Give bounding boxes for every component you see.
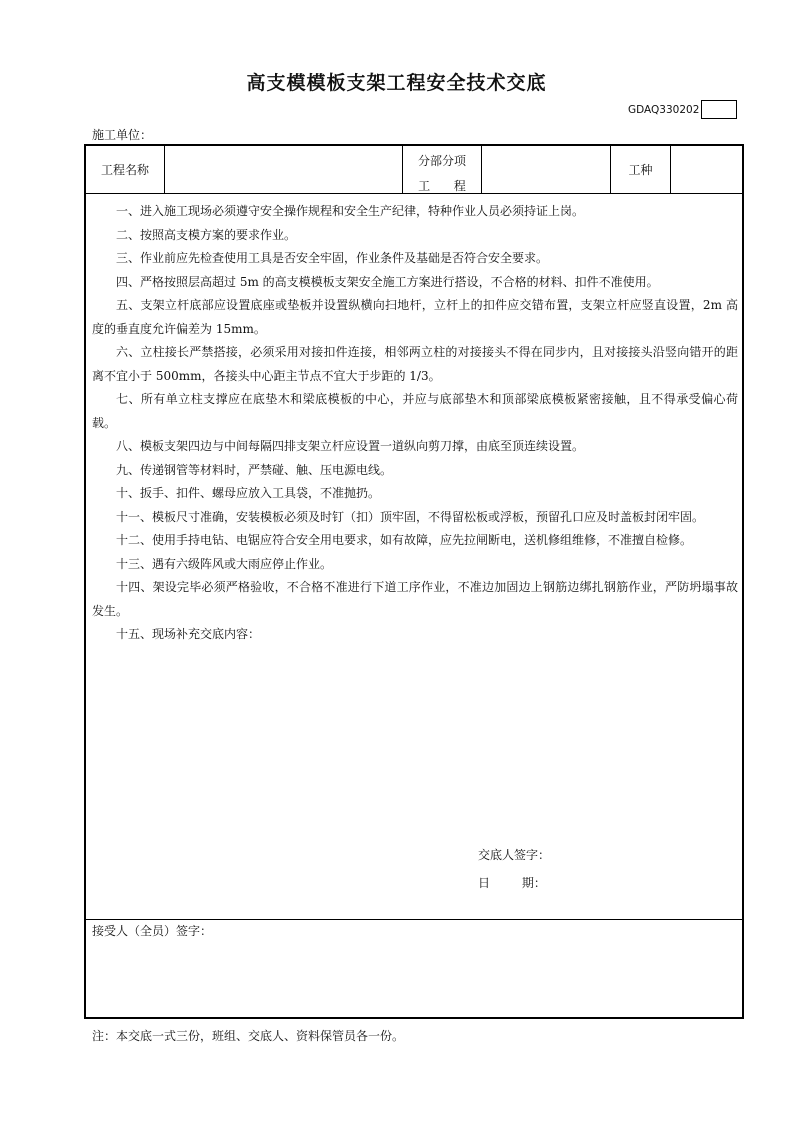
- disclosure-item: 三、作业前应先检查使用工具是否安全牢固，作业条件及基础是否符合安全要求。: [116, 251, 549, 265]
- document-code-text: GDAQ330202: [628, 103, 700, 116]
- disclosure-item: 六、立柱接长严禁搭接，必须采用对接扣件连接，相邻两立柱的对接接头不得在同步内，且对接接头沿竖向错开的距离不宜小于 500mm，各接头中心距主节点不宜大于步距的 1/3。: [92, 345, 738, 383]
- document-code: [628, 100, 737, 119]
- receiver-signature-label: 接受人（全员）签字：: [92, 924, 213, 938]
- disclosure-item: 八、模板支架四边与中间每隔四排支架立杆应设置一道纵向剪刀撑，由底至顶连续设置。: [116, 439, 585, 453]
- disclosure-item: 十二、使用手持电钻、电锯应符合安全用电要求，如有故障，应先拉闸断电，送机修组维修，不准擅自检修。: [116, 533, 693, 547]
- project-name-field[interactable]: [165, 146, 402, 193]
- disclosure-item: 五、支架立杆底部应设置底座或垫板并设置纵横向扫地杆，立杆上的扣件应交错布置，支架立杆应竖直设置，2m 高度的垂直度允许偏差为 15mm。: [92, 298, 738, 336]
- construction-unit-label: 施工单位：: [92, 128, 153, 142]
- signer-label: 交底人签字：: [478, 848, 551, 862]
- disclosure-items: [92, 200, 738, 647]
- disclosure-form: [84, 144, 744, 1019]
- disclosure-item: 十五、现场补充交底内容：: [116, 627, 261, 641]
- disclosure-item: 十一、模板尺寸准确，安装模板必须及时钉（扣）顶牢固，不得留松板或浮板，预留孔口应及时盖板封闭牢固。: [116, 509, 705, 524]
- work-type-label: 工种: [628, 163, 653, 177]
- sub-project-label-line2: 工 程: [418, 179, 466, 193]
- disclosure-item: 二、按照高支模方案的要求作业。: [116, 227, 297, 242]
- disclosure-item: 四、严格按照层高超过 5m 的高支模模板支架安全施工方案进行搭设，不合格的材料、扣件不准使用。: [116, 274, 659, 289]
- header-row: [86, 146, 742, 194]
- sub-project-field[interactable]: [482, 146, 610, 193]
- project-name-label: 工程名称: [100, 163, 149, 177]
- disclosure-item: 十、扳手、扣件、螺母应放入工具袋，不准抛扔。: [116, 486, 381, 500]
- sub-project-label: [403, 146, 481, 193]
- disclosure-item: 七、所有单立柱支撑应在底垫木和梁底模板的中心，并应与底部垫木和顶部梁底模板紧密接触，且不得承受偏心荷载。: [92, 392, 738, 430]
- sub-project-label-line1: 分部分项: [417, 154, 466, 168]
- disclosure-item: 九、传递钢管等材料时，严禁碰、触、压电源电线。: [116, 462, 393, 477]
- date-label: 日 期：: [478, 876, 546, 890]
- document-code-box[interactable]: [701, 100, 737, 119]
- disclosure-item: 十三、遇有六级阵风或大雨应停止作业。: [116, 556, 333, 571]
- disclosure-item: 一、进入施工现场必须遵守安全操作规程和安全生产纪律，特种作业人员必须持证上岗。: [116, 204, 585, 218]
- work-type-field[interactable]: [671, 146, 742, 193]
- document-title: 高支模模板支架工程安全技术交底: [246, 72, 547, 94]
- disclosure-item: 十四、架设完毕必须严格验收，不合格不准进行下道工序作业，不准边加固边上钢筋边绑扎钢筋作业，严防坍塌事故发生。: [92, 580, 738, 618]
- disclosure-content: [86, 194, 742, 920]
- footer-note: 注：本交底一式三份，班组、交底人、资料保管员各一份。: [92, 1029, 405, 1043]
